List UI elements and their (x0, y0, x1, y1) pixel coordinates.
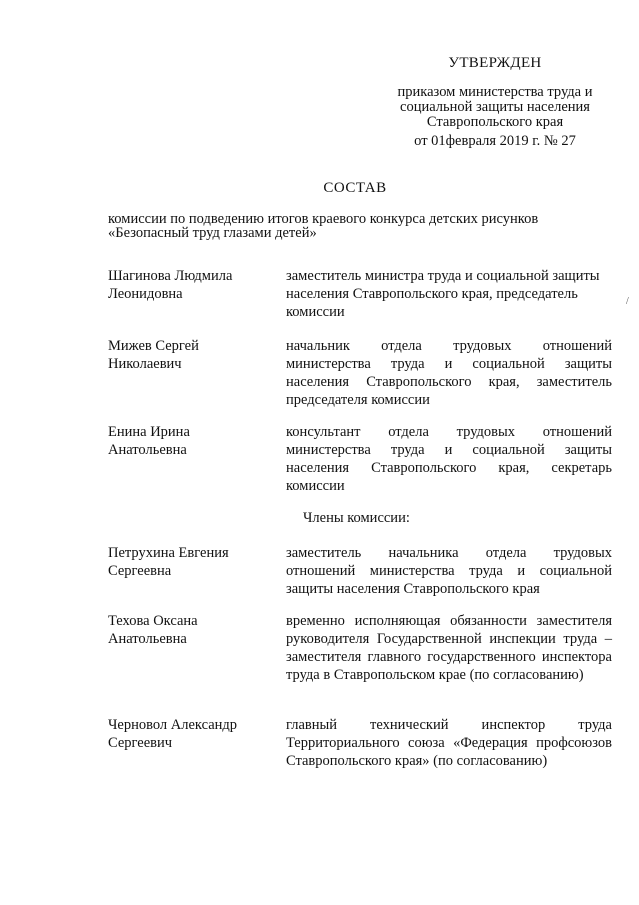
document-subtitle (108, 212, 608, 240)
order-date: от 01февраля 2019 г. № 27 (414, 133, 576, 149)
member-name: Петрухина Евгения Сергеевна (108, 545, 229, 579)
order-line: приказом министерства труда и (397, 84, 593, 100)
member-name: Шагинова Людмила Леонидовна (108, 268, 233, 302)
member-name: Енина Ирина Анатольевна (108, 424, 190, 458)
member-name: Техова Оксана Анатольевна (108, 613, 198, 647)
member-name: Черновол Александр Сергеевич (108, 717, 238, 751)
member-role: заместитель начальника отдела трудовых отношений министерства труда и социальной защиты населения Ставропольского края (286, 545, 612, 597)
document-title: СОСТАВ (323, 180, 387, 196)
members-heading: Члены комиссии: (303, 510, 410, 526)
subtitle-line: «Безопасный труд глазами детей» (108, 225, 317, 241)
scan-mark: / (626, 296, 629, 307)
approval-stamp-heading: УТВЕРЖДЕН (448, 55, 542, 71)
member-role: консультант отдела трудовых отношений министерства труда и социальной защиты населения Ставропольского края, секретарь комиссии (286, 424, 612, 494)
member-role: заместитель министра труда и социальной защиты населения Ставропольского края, председатель комиссии (286, 268, 600, 320)
approval-order-reference (380, 85, 610, 130)
order-line: социальной защиты населения (400, 99, 590, 115)
member-name: Мижев Сергей Николаевич (108, 338, 199, 372)
member-role: главный технический инспектор труда Территориального союза «Федерация профсоюзов Ставропольского края» (по согласованию) (286, 717, 612, 769)
subtitle-line: комиссии по подведению итогов краевого конкурса детских рисунков (108, 211, 539, 227)
member-role: временно исполняющая обязанности заместителя руководителя Государственной инспекции труда – заместителя главного государственного инспектора труда в Ставропольском крае (по согласованию) (286, 613, 612, 683)
member-role: начальник отдела трудовых отношений министерства труда и социальной защиты населения Ставропольского края, заместитель председателя комиссии (286, 338, 612, 408)
order-line: Ставропольского края (426, 114, 564, 130)
